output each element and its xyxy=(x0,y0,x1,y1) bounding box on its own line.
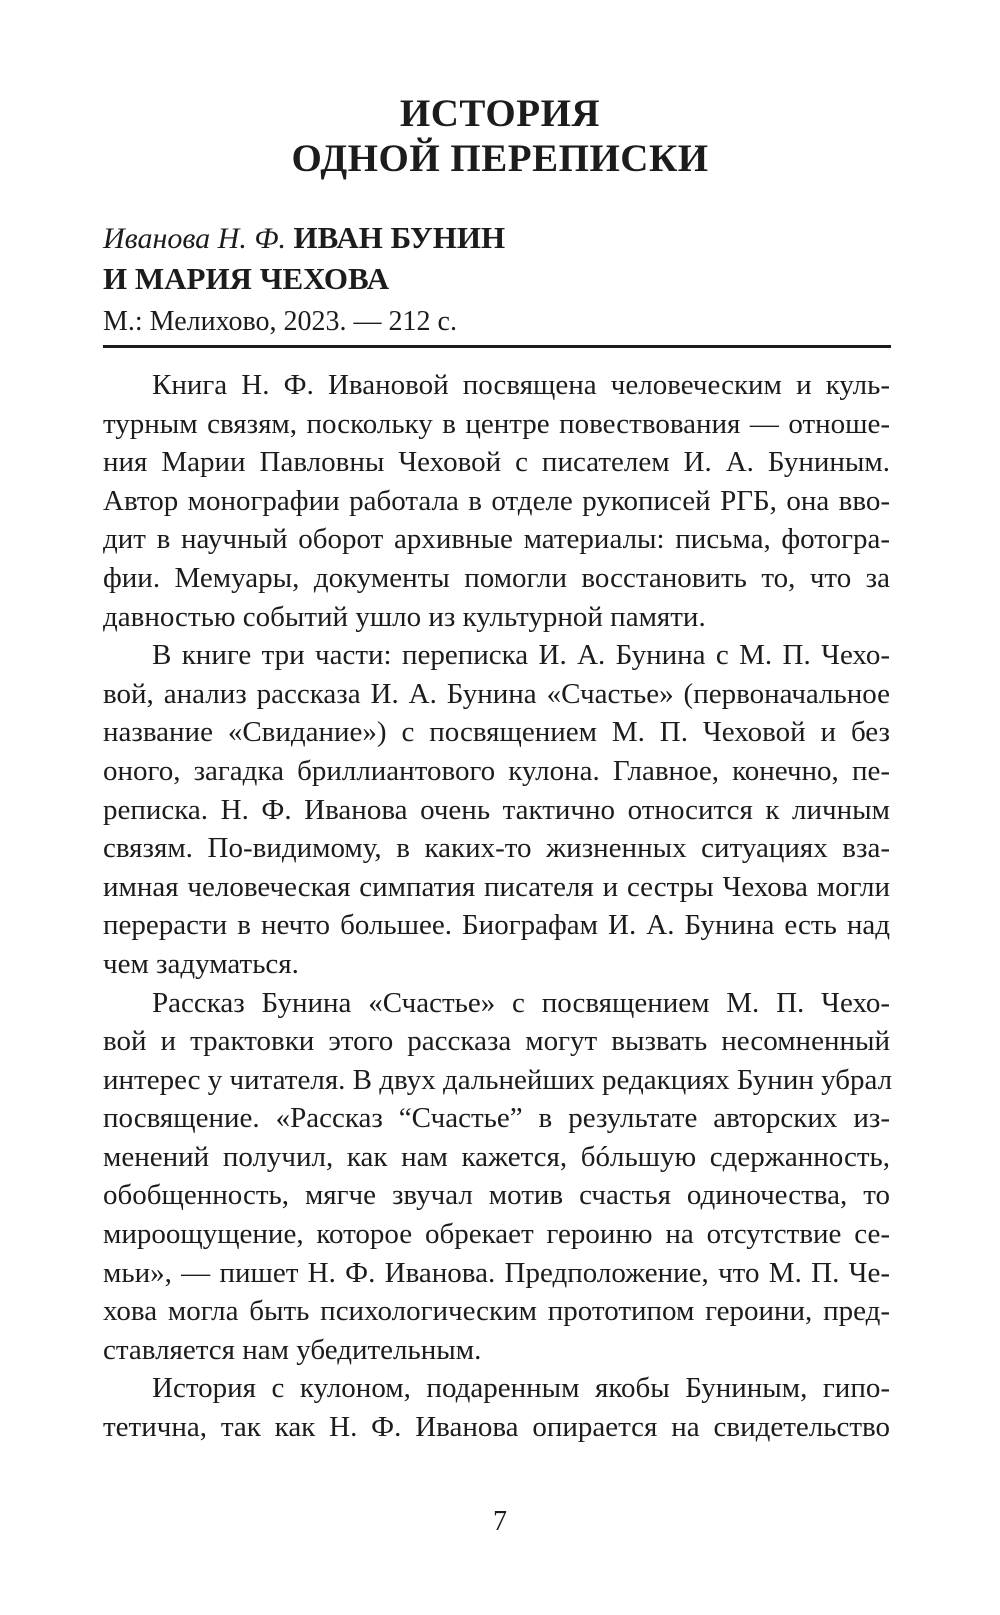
horizontal-rule xyxy=(103,345,891,348)
text-line: хова могла быть психологическим прототипом героини, пред- xyxy=(103,1295,890,1328)
heading-line-1: ИСТОРИЯ xyxy=(399,92,601,135)
text-line: вой и трактовки этого рассказа могут вызвать несомненный xyxy=(103,1025,890,1058)
text-line: обобщенность, мягче звучал мотив счастья одиночества, то xyxy=(103,1179,890,1212)
biblio-title-part-2: И МАРИЯ ЧЕХОВА xyxy=(103,261,390,296)
text-line: мироощущение, которое обрекает героиню на отсутствие се- xyxy=(103,1218,890,1251)
text-line: Автор монографии работала в отделе рукописей РГБ, она вво- xyxy=(103,484,890,517)
text-line: давностью событий ушло из культурной памяти. xyxy=(103,600,706,633)
biblio-imprint: М.: Мелихово, 2023. — 212 с. xyxy=(103,306,457,337)
article-body xyxy=(103,366,893,1447)
text-line: перерасти в нечто большее. Биографам И. А. Бунина есть над xyxy=(103,909,890,942)
text-line: имная человеческая симпатия писателя и сестры Чехова могли xyxy=(103,870,890,903)
biblio-author: Иванова Н. Ф. xyxy=(103,222,286,255)
text-line: фии. Мемуары, документы помогли восстановить то, что за xyxy=(103,561,890,594)
text-line: В книге три части: переписка И. А. Бунина с М. П. Чехо- xyxy=(152,639,890,672)
paragraph-2 xyxy=(103,636,890,983)
text-line: ния Марии Павловны Чеховой с писателем И. А. Буниным. xyxy=(103,446,890,479)
page-number: 7 xyxy=(493,1506,507,1537)
text-line: реписка. Н. Ф. Иванова очень тактично относится к личным xyxy=(103,793,890,826)
text-line: связям. По-видимому, в каких-то жизненных ситуациях вза- xyxy=(103,832,890,865)
paragraph-4 xyxy=(103,1369,890,1446)
text-line: История с кулоном, подаренным якобы Буниным, гипо- xyxy=(152,1372,890,1405)
text-line: интерес у читателя. В двух дальнейших редакциях Бунин убрал xyxy=(103,1063,893,1096)
biblio-author-title-line xyxy=(103,218,893,259)
text-line: оного, загадка бриллиантового кулона. Главное, конечно, пе- xyxy=(103,754,890,787)
text-line: чем задуматься. xyxy=(103,947,299,980)
biblio-title-part-1: ИВАН БУНИН xyxy=(293,220,506,255)
text-line: дит в научный оборот архивные материалы: письма, фотогра- xyxy=(103,523,890,556)
text-line: название «Свидание») с посвящением М. П. Чеховой и без xyxy=(103,716,890,749)
text-line: менений получил, как нам кажется, бóльшую сдержанность, xyxy=(103,1140,890,1173)
text-line: мьи», — пишет Н. Ф. Иванова. Предположение, что М. П. Че- xyxy=(103,1256,890,1289)
bibliographic-entry xyxy=(103,218,893,344)
heading-line-2: ОДНОЙ ПЕРЕПИСКИ xyxy=(291,137,709,180)
text-line: вой, анализ рассказа И. А. Бунина «Счастье» (первоначальное xyxy=(103,677,890,710)
text-line: турным связям, поскольку в центре повествования — отноше- xyxy=(103,407,890,440)
biblio-title-line-2 xyxy=(103,259,893,300)
paragraph-1 xyxy=(103,366,890,636)
text-line: тетична, так как Н. Ф. Иванова опирается на свидетельство xyxy=(103,1411,890,1444)
text-line: Книга Н. Ф. Ивановой посвящена человеческим и куль- xyxy=(152,369,890,401)
text-line: Рассказ Бунина «Счастье» с посвящением М. П. Чехо- xyxy=(152,986,890,1019)
text-line: ставляется нам убедительным. xyxy=(103,1333,482,1366)
text-line: посвящение. «Рассказ “Счастье” в результате авторских из- xyxy=(103,1102,890,1135)
paragraph-3 xyxy=(103,984,893,1370)
